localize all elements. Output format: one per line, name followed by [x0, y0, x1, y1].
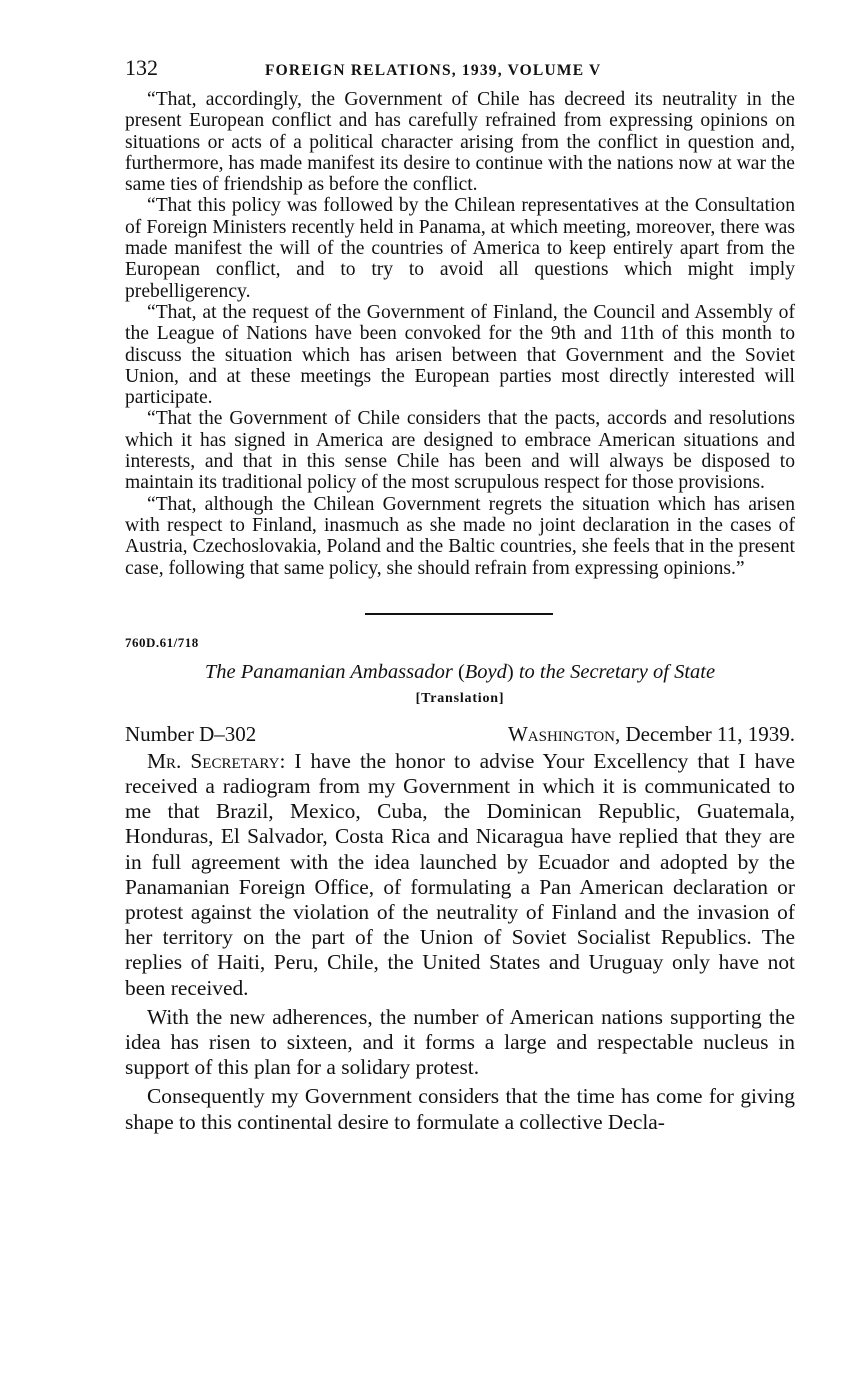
quote-paragraph: “That the Government of Chile considers that the pacts, accords and resolutions which it has signed in America are designed to embrace American situations and interests, and that in this sense Chile has been and will always be disposed to maintain its traditional policy of the most scrupulous respect for those provisions. [125, 408, 795, 494]
place-and-date [508, 719, 795, 749]
salutation: Mr. Secretary [147, 748, 280, 773]
quoted-resolution [125, 89, 795, 579]
title-part: to the Secretary of State [513, 660, 716, 683]
running-title: FOREIGN RELATIONS, 1939, VOLUME V [265, 62, 602, 79]
place: Washington [507, 721, 615, 746]
quote-paragraph: “That, accordingly, the Government of Chile has decreed its neutrality in the present European conflict and has carefully refrained from expressing opinions on situations or acts of a political character arising from the conflict in question and, furthermore, has made manifest its desire to continue with the nations now at war the same ties of friendship as before the conflict. [125, 89, 795, 196]
document-page [125, 55, 795, 1135]
document-title [125, 657, 795, 687]
title-name: Boyd [464, 660, 507, 683]
letter-paragraph: With the new adherences, the number of American nations supporting the idea has risen to sixteen, and it forms a large and respectable nucleus in support of this plan for a solidary protest. [125, 1004, 795, 1080]
letter-body [125, 749, 795, 1135]
quote-paragraph: “That, at the request of the Government of Finland, the Council and Assembly of the League of Nations have been convoked for the 9th and 11th of this month to discuss the situation which has arisen between that Government and the Soviet Union, and at these meetings the European parties most directly interested will participate. [125, 301, 795, 409]
dateline [125, 719, 795, 749]
translation-note: [Translation] [415, 690, 505, 706]
quote-paragraph: “That, although the Chilean Government regrets the situation which has arisen with respect to Finland, inasmuch as she made no joint declaration in the cases of Austria, Czechoslovakia, Poland and the Baltic countries, she feels that in the present case, following that same policy, she should refrain from expressing opinions.” [125, 493, 795, 579]
title-paren: ) [506, 660, 514, 683]
file-number: 760D.61/718 [125, 634, 199, 650]
salutation-separator: : [279, 748, 295, 773]
quote-paragraph: “That this policy was followed by the Chilean representatives at the Consultation of Foreign Ministers recently held in Panama, at which meeting, moreover, there was made manifest the will of the countries of America to keep entirely apart from the European conflict, and to try to avoid all questions which might imply prebelligerency. [125, 195, 795, 302]
date: , December 11, 1939. [615, 721, 795, 746]
title-part: The Panamanian Ambassador [204, 660, 458, 683]
title-paren: ( [457, 660, 465, 683]
letter-paragraph: Consequently my Government considers that the time has come for giving shape to this continental desire to formulate a collective Decla- [125, 1084, 795, 1134]
running-head [125, 55, 795, 89]
page-number: 132 [125, 55, 158, 80]
document-number: Number D–302 [125, 721, 257, 746]
paragraph-text: I have the honor to advise Your Excellency that I have received a radiogram from my Government in which it is communicated to me that Brazil, Mexico, Cuba, the Dominican Republic, Guatemala, Honduras, El Salvador, Costa Rica and Nicaragua have replied that they are in full agreement with the idea launched by Ecuador and adopted by the Panamanian Foreign Office, of formulating a Pan American declaration or protest against the violation of the neutrality of Finland and the invasion of her territory on the part of the Union of Soviet Socialist Republics. The replies of Haiti, Peru, Chile, the United States and Uruguay only have not been received. [125, 748, 796, 1000]
letter-paragraph [125, 749, 795, 1001]
section-divider [365, 613, 553, 615]
